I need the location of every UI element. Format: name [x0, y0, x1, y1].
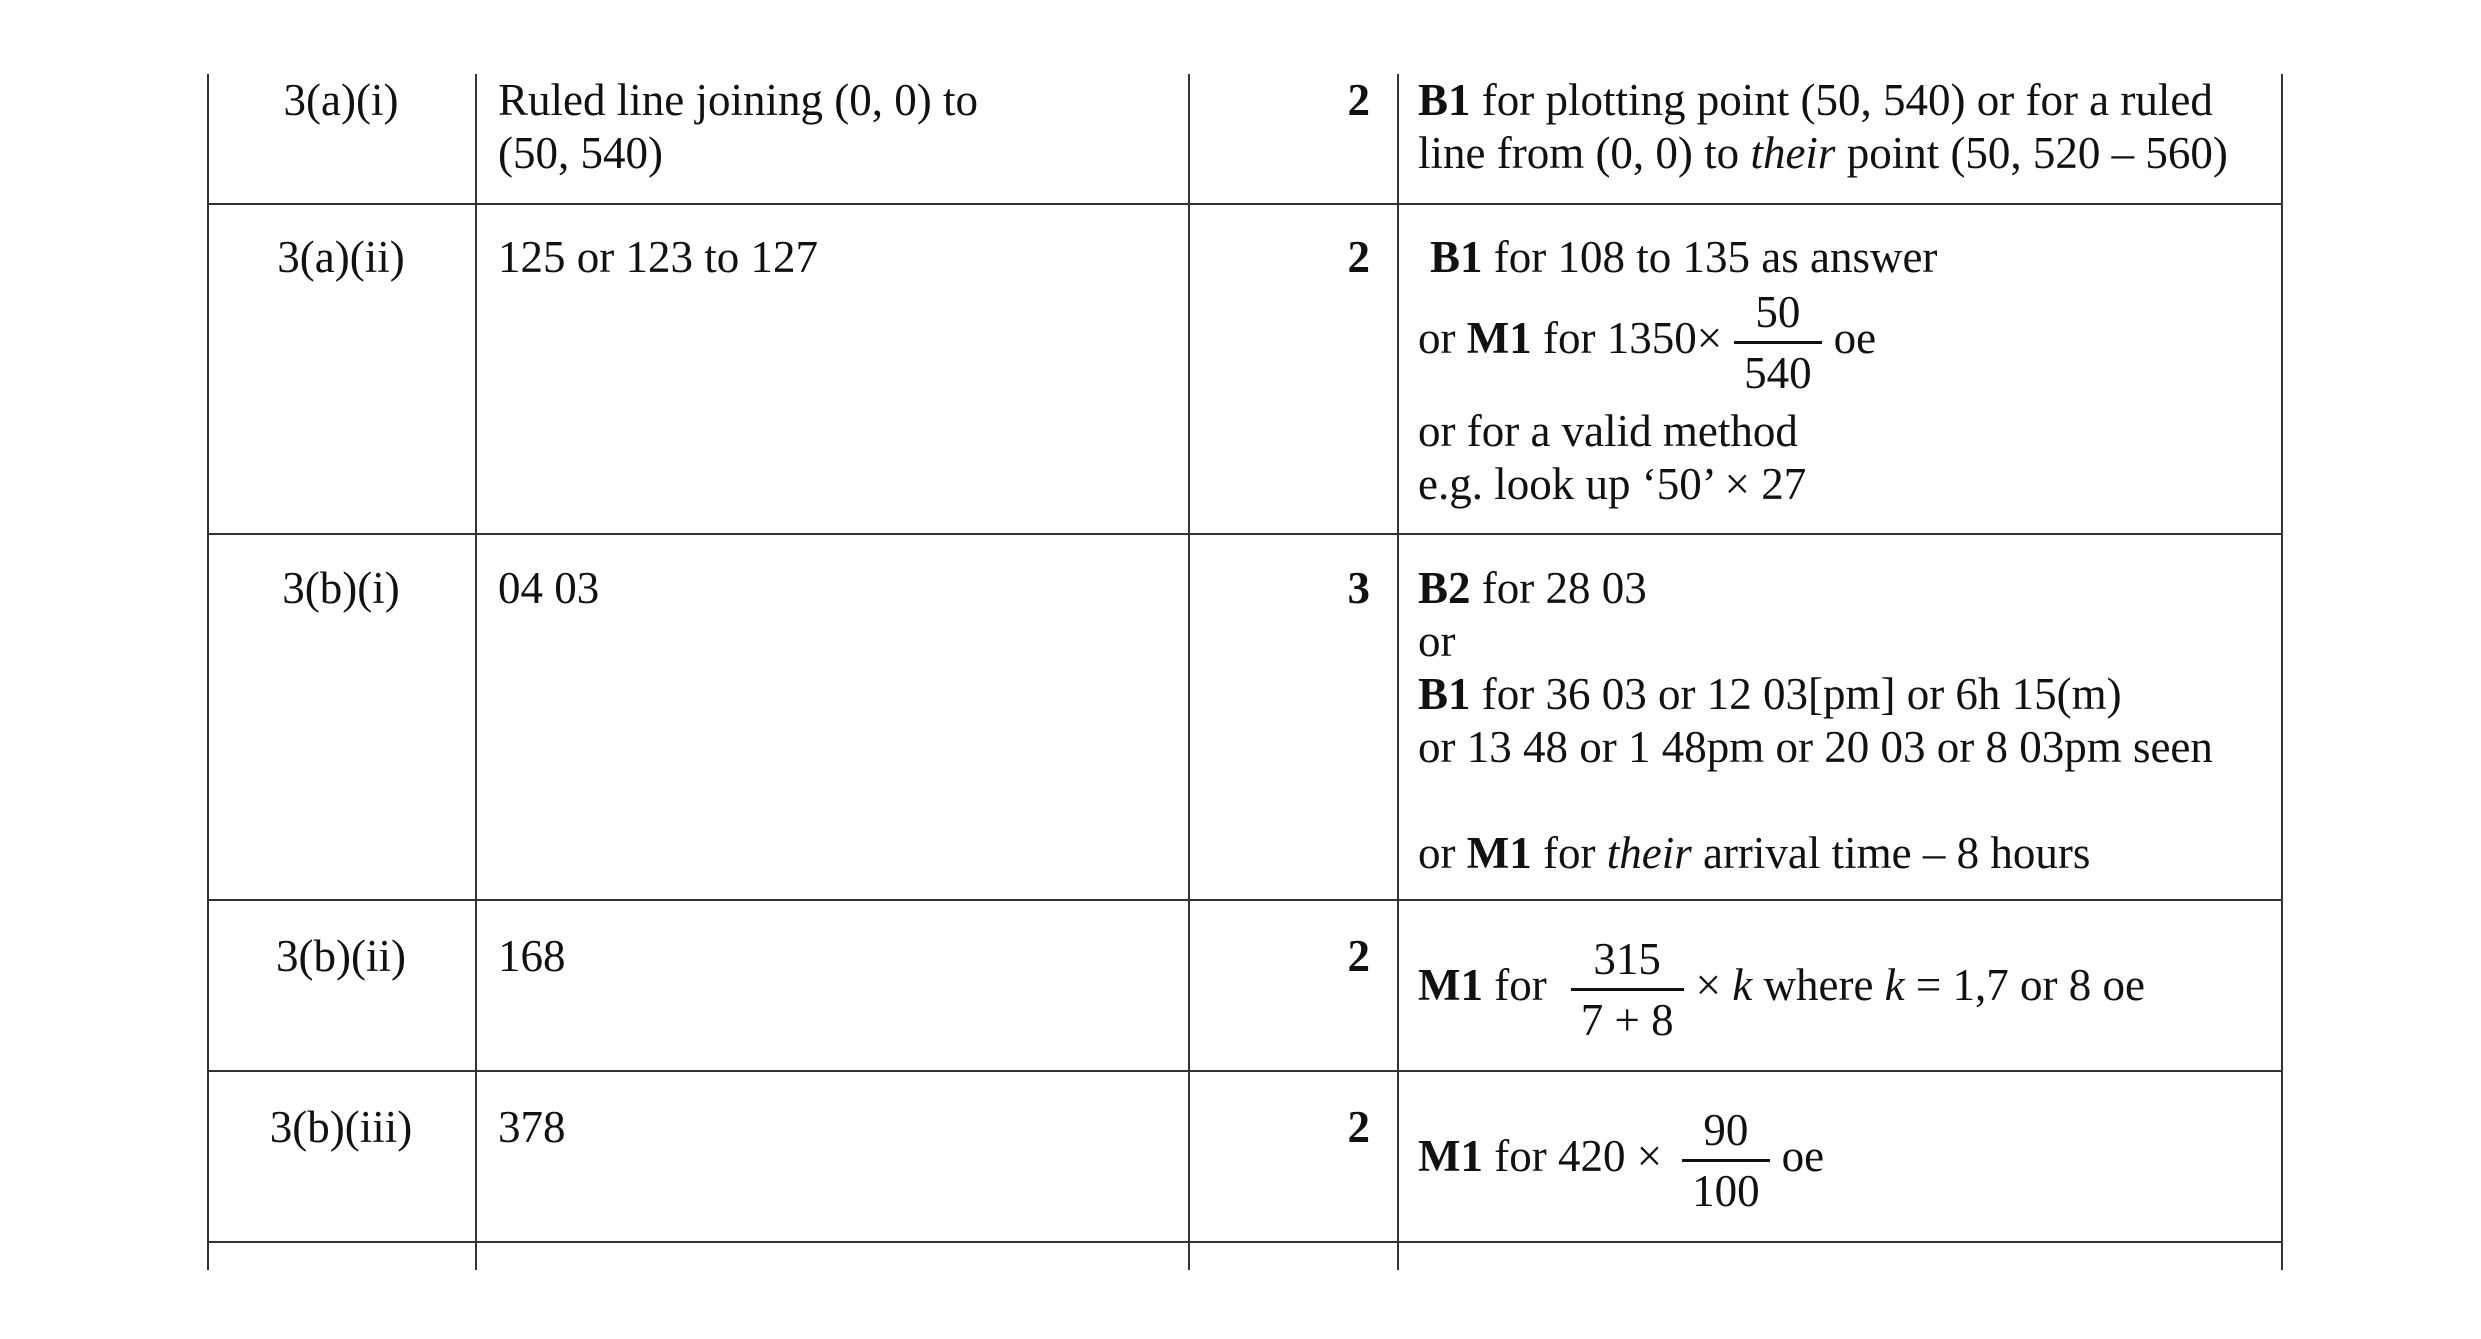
guidance-line	[1430, 231, 1937, 284]
guidance-cell	[1418, 827, 2090, 880]
question-number: 3(b)(i)	[282, 563, 400, 613]
guidance-formula-line	[1418, 1101, 1824, 1220]
guidance-cell	[1418, 405, 1806, 511]
marks-value: 2	[1347, 75, 1370, 125]
answer-cell: 04 03	[498, 563, 600, 613]
fraction	[1571, 930, 1684, 1049]
question-number: 3(a)(ii)	[277, 232, 405, 282]
guidance-italic-text: k	[1732, 959, 1753, 1010]
guidance-cell	[1430, 231, 1937, 284]
mark-code: M1	[1418, 1130, 1483, 1181]
marks-value: 2	[1347, 931, 1370, 981]
column-divider	[475, 74, 477, 1270]
fraction-numerator: 90	[1703, 1105, 1749, 1155]
guidance-text: or	[1418, 312, 1467, 363]
guidance-text: for 1350×	[1531, 312, 1723, 363]
row-divider	[207, 1241, 2283, 1243]
mark-code: M1	[1466, 312, 1532, 363]
guidance-formula-line	[1418, 930, 2145, 1049]
row-divider	[207, 1070, 2283, 1072]
answer-cell: 168	[498, 931, 566, 981]
guidance-text: ×	[1695, 959, 1733, 1010]
guidance-formula-line	[1418, 283, 1876, 402]
mark-code: B2	[1418, 563, 1471, 613]
guidance-text: oe	[1833, 312, 1877, 363]
guidance-line	[1418, 668, 2213, 721]
column-divider	[1397, 74, 1399, 1270]
guidance-cell	[1418, 562, 2213, 774]
fraction-numerator: 50	[1755, 287, 1801, 337]
answer-cell	[498, 74, 978, 180]
guidance-line	[1418, 827, 2090, 880]
mark-code: B1	[1430, 232, 1483, 282]
answer-cell: 378	[498, 1102, 566, 1152]
row-divider	[207, 899, 2283, 901]
column-divider	[2281, 74, 2283, 1270]
fraction-denominator: 100	[1682, 1159, 1770, 1220]
guidance-text: for 420 ×	[1482, 1130, 1663, 1181]
question-number: 3(a)(i)	[283, 75, 399, 125]
guidance-line: e.g. look up ‘50’ × 27	[1418, 459, 1807, 509]
guidance-text: for	[1482, 959, 1547, 1010]
row-divider	[207, 533, 2283, 535]
row-divider	[207, 203, 2283, 205]
guidance-text: arrival time – 8 hours	[1691, 828, 2091, 878]
mark-code: M1	[1418, 959, 1483, 1010]
fraction	[1682, 1101, 1770, 1220]
guidance-text: = 1,7 or 8 oe	[1904, 959, 2145, 1010]
guidance-italic-text: their	[1606, 828, 1692, 878]
mark-code: M1	[1466, 828, 1532, 878]
marks-value: 2	[1347, 232, 1370, 282]
guidance-text: oe	[1781, 1130, 1825, 1181]
answer-line: (50, 540)	[498, 128, 663, 178]
fraction-denominator: 540	[1734, 341, 1822, 402]
guidance-text: where	[1752, 959, 1885, 1010]
marks-value: 2	[1347, 1102, 1370, 1152]
answer-line: Ruled line joining (0, 0) to	[498, 75, 978, 125]
guidance-line	[1418, 562, 2213, 615]
guidance-line: or	[1418, 616, 1456, 666]
guidance-text: line from (0, 0) to	[1418, 128, 1751, 178]
question-number: 3(b)(ii)	[276, 931, 406, 981]
question-number: 3(b)(iii)	[269, 1102, 413, 1152]
fraction-numerator: 315	[1593, 934, 1661, 984]
answer-cell: 125 or 123 to 127	[498, 232, 818, 282]
mark-code: B1	[1418, 669, 1471, 719]
guidance-italic-text: k	[1884, 959, 1905, 1010]
fraction	[1734, 283, 1822, 402]
guidance-italic-text: their	[1750, 128, 1836, 178]
guidance-text: for 36 03 or 12 03[pm] or 6h 15(m)	[1470, 669, 2122, 719]
guidance-line	[1418, 74, 2228, 127]
guidance-text: for 28 03	[1470, 563, 1647, 613]
guidance-text: for	[1531, 828, 1607, 878]
guidance-text: for 108 to 135 as answer	[1482, 232, 1938, 282]
guidance-cell	[1418, 74, 2228, 180]
guidance-line	[1418, 127, 2228, 180]
marks-value: 3	[1347, 563, 1370, 613]
fraction-denominator: 7 + 8	[1571, 988, 1684, 1049]
guidance-text: for plotting point (50, 540) or for a ruled	[1470, 75, 2213, 125]
guidance-text: point (50, 520 – 560)	[1835, 128, 2228, 178]
guidance-line: or for a valid method	[1418, 406, 1798, 456]
guidance-line: or 13 48 or 1 48pm or 20 03 or 8 03pm seen	[1418, 722, 2213, 772]
mark-code: B1	[1418, 75, 1471, 125]
guidance-text: or	[1418, 828, 1467, 878]
